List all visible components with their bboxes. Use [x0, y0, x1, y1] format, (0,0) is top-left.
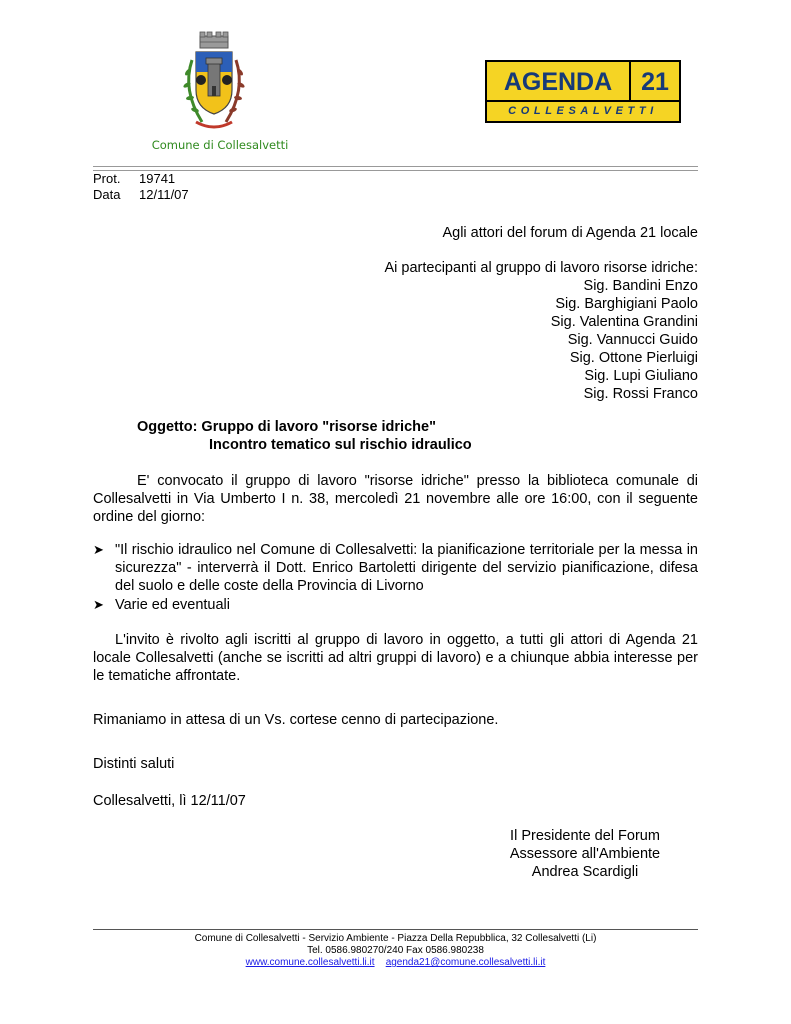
agenda21-logo-top: [487, 62, 679, 102]
signature-title: Il Presidente del Forum: [510, 828, 660, 844]
agenda21-number: 21: [641, 68, 669, 96]
agenda-item-text: Varie ed eventuali: [115, 597, 231, 613]
header-divider: [93, 166, 698, 171]
recipients-block: [300, 224, 698, 403]
signature-block: [480, 827, 690, 881]
signature-name: Andrea Scardigli: [531, 864, 639, 880]
website-link[interactable]: www.comune.collesalvetti.li.it: [245, 957, 375, 968]
recipient-name: Sig. Vannucci Guido: [567, 332, 698, 348]
recipient-name: Sig. Valentina Grandini: [550, 314, 698, 330]
signature-role: Assessore all'Ambiente: [509, 846, 661, 862]
recipient-name: Sig. Barghigiani Paolo: [555, 296, 698, 312]
date-value: 12/11/07: [139, 187, 189, 202]
comune-label: Comune di Collesalvetti: [151, 138, 289, 152]
date-label: Data: [93, 187, 121, 202]
protocol-number: [93, 171, 175, 187]
invite-paragraph: L'invito è rivolto agli iscritti al gruppo di lavoro in oggetto, a tutti gli attori di Agenda 21 locale Collesalvetti (anche se iscritti ad altri gruppi di lavoro) e a chiunque abbia interesse per le tematiche affrontate.: [93, 632, 698, 684]
arrow-bullet-icon: ➤: [93, 542, 104, 557]
agenda-item: [93, 596, 698, 614]
agenda21-logo: [485, 60, 681, 123]
agenda21-subtitle: COLLESALVETTI: [508, 105, 658, 117]
protocol-value: 19741: [139, 171, 176, 186]
coat-of-arms-emblem: [178, 30, 250, 136]
intro-paragraph: E' convocato il gruppo di lavoro "risorse idriche" presso la biblioteca comunale di Collesalvetti in Via Umberto I n. 38, mercoledì 21 novembre alle ore 16:00, con il seguente ordine del giorno:: [93, 473, 698, 525]
footer-address: Comune di Collesalvetti - Servizio Ambiente - Piazza Della Repubblica, 32 Collesalvetti (Li): [194, 933, 597, 944]
recipient-group: Ai partecipanti al gruppo di lavoro risorse idriche:: [384, 260, 698, 276]
protocol-date: [93, 187, 189, 203]
footer-links: [93, 957, 698, 969]
email-link[interactable]: agenda21@comune.collesalvetti.li.it: [385, 957, 546, 968]
subject-line: Oggetto: Gruppo di lavoro "risorse idriche": [137, 419, 436, 435]
recipient-name: Sig. Bandini Enzo: [583, 278, 698, 294]
arrow-bullet-icon: ➤: [93, 597, 104, 612]
footer-phone: Tel. 0586.980270/240 Fax 0586.980238: [307, 945, 484, 956]
recipient-forum: Agli attori del forum di Agenda 21 locale: [442, 225, 698, 241]
recipient-name: Sig. Lupi Giuliano: [584, 368, 698, 384]
await-paragraph: Rimaniamo in attesa di un Vs. cortese cenno di partecipazione.: [93, 712, 499, 728]
place-date: Collesalvetti, lì 12/11/07: [93, 793, 246, 809]
greeting: Distinti saluti: [93, 756, 175, 772]
footer-divider: [93, 929, 698, 930]
agenda-item-text: "Il rischio idraulico nel Comune di Collesalvetti: la pianificazione territoriale per la messa in sicurezza" - interverrà il Dott. Enrico Bartoletti dirigente del servizio pianificazione, difesa del suolo e delle coste della Provincia di Livorno: [115, 542, 698, 594]
recipient-name: Sig. Rossi Franco: [583, 386, 698, 402]
subject-subline: Incontro tematico sul rischio idraulico: [209, 437, 472, 453]
body-intro: [93, 472, 698, 526]
agenda-item: [93, 541, 698, 595]
agenda21-word: AGENDA: [487, 62, 631, 100]
subject-block: [137, 418, 698, 454]
recipient-name: Sig. Ottone Pierluigi: [569, 350, 698, 366]
protocol-label: Prot.: [93, 171, 121, 186]
